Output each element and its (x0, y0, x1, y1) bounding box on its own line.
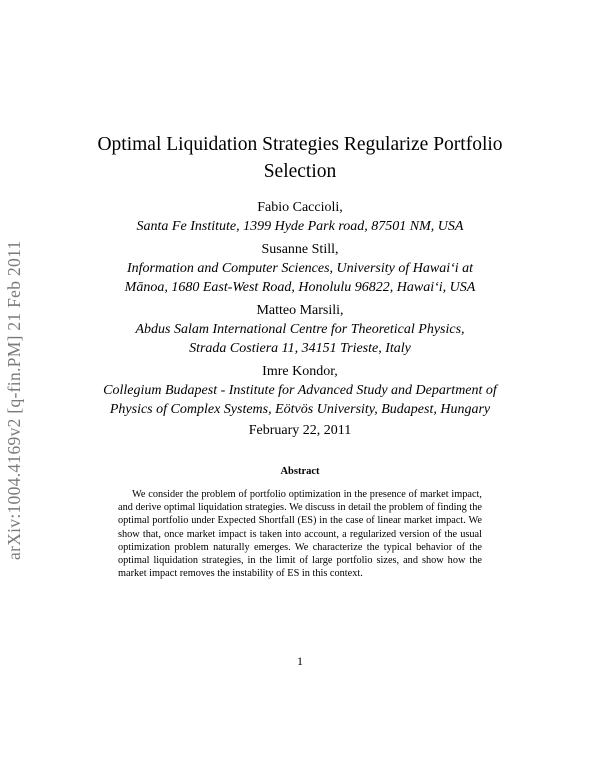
page-number: 1 (297, 654, 303, 668)
author-affiliation-line: Strada Costiera 11, 34151 Trieste, Italy (189, 341, 411, 356)
abstract-text: We consider the problem of portfolio optimization in the presence of market impact, and derive optimal liquidation strategies. We discuss in detail the problem of finding the optimal portfolio under Expected Shortfall (ES) in the case of linear market impact. We show that, once market impact is taken into account, a regularized version of the usual optimization problem naturally emerges. We characterize the typical behavior of the optimal liquidation strategies, in the limit of large portfolio sizes, and show how the market impact removes the instability of ES in this context. (118, 489, 482, 580)
author-name: Susanne Still, (261, 241, 339, 257)
author-affiliation-line: Abdus Salam International Centre for Theoretical Physics, (135, 321, 465, 337)
author-affiliation-line: Mānoa, 1680 East-West Road, Honolulu 96822, Hawai‘i, USA (124, 280, 476, 295)
author-name: Fabio Caccioli, (257, 200, 343, 215)
arxiv-identifier[interactable]: arXiv:1004.4169v2 [q-fin.PM] 21 Feb 2011 (4, 240, 24, 560)
author-name: Matteo Marsili, (256, 302, 344, 318)
title-line-1: Optimal Liquidation Strategies Regularize Portfolio (97, 134, 503, 155)
author-block (60, 198, 540, 237)
author-block (60, 301, 540, 359)
author-affiliation-line: Information and Computer Sciences, University of Hawai‘i at (126, 260, 474, 276)
author-affiliation-line: Santa Fe Institute, 1399 Hyde Park road, 87501 NM, USA (136, 219, 464, 234)
author-block (60, 240, 540, 298)
abstract-heading: Abstract (280, 466, 320, 477)
paper-title (60, 131, 540, 185)
title-line-2: Selection (263, 161, 337, 182)
publication-date: February 22, 2011 (248, 423, 352, 438)
author-block (60, 362, 540, 420)
author-affiliation-line: Physics of Complex Systems, Eötvös University, Budapest, Hungary (109, 402, 491, 417)
author-affiliation-line: Collegium Budapest - Institute for Advanced Study and Department of (103, 382, 497, 398)
author-name: Imre Kondor, (262, 363, 338, 379)
author-list (60, 198, 540, 423)
